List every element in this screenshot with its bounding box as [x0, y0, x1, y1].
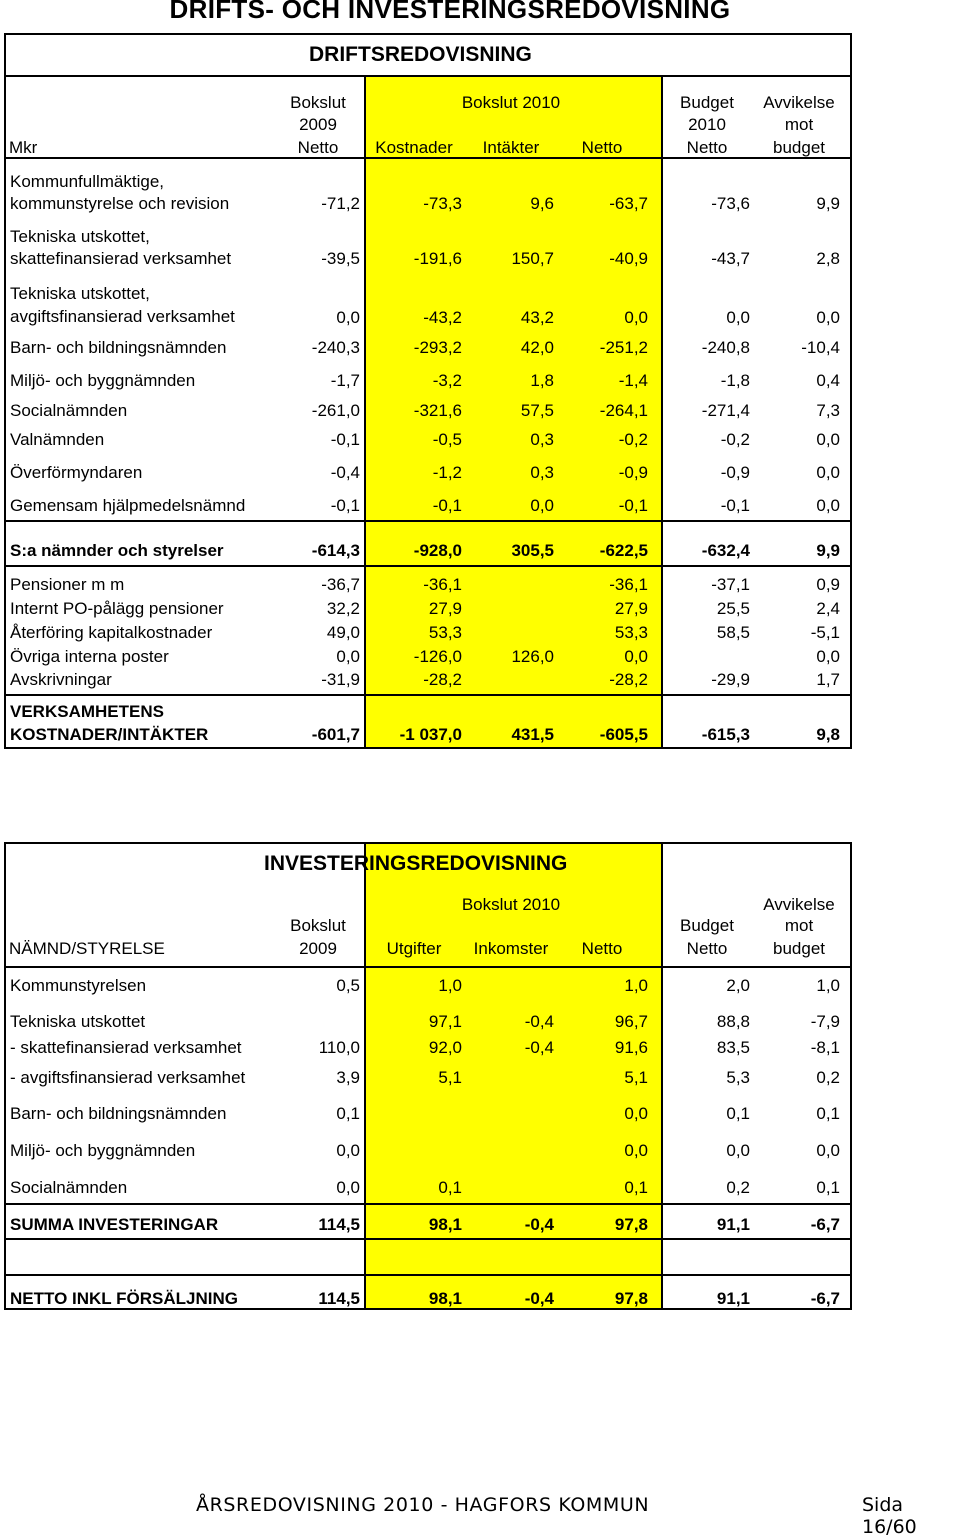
- cell-budget: 91,1: [716, 1289, 750, 1308]
- row-label: Internt PO-pålägg pensioner: [10, 599, 224, 618]
- cell-budget: -73,6: [711, 194, 750, 213]
- row-label: Övriga interna poster: [10, 647, 169, 666]
- row-label: Kommunfullmäktige,: [10, 172, 165, 191]
- cell-intakter: 43,2: [520, 308, 554, 327]
- invest-header-avvikelse-1: Avvikelse: [763, 895, 835, 914]
- cell-netto: -622,5: [599, 541, 648, 560]
- cell-bokslut2009: 0,0: [336, 1178, 360, 1197]
- cell-intakter: 126,0: [511, 647, 554, 666]
- invest-netto-row: [6, 1288, 850, 1312]
- drift-title-divider: [6, 75, 850, 77]
- cell-netto: 0,0: [624, 647, 648, 666]
- row-label: kommunstyrelse och revision: [10, 194, 230, 213]
- invest-header-budget-2: Netto: [686, 939, 728, 958]
- invest-header-inkomster: Inkomster: [473, 939, 549, 958]
- cell-kostnader: -0,5: [432, 430, 462, 449]
- cell-bokslut2009: 0,0: [336, 308, 360, 327]
- cell-intakter: 9,6: [530, 194, 554, 213]
- cell-avvikelse: 0,0: [816, 308, 840, 327]
- cell-budget: -1,8: [720, 371, 750, 390]
- drift-other-row: [6, 598, 850, 622]
- cell-netto: -63,7: [609, 194, 648, 213]
- row-label: Socialnämnden: [10, 401, 128, 420]
- invest-header-bokslut2009-1: Bokslut: [290, 916, 346, 935]
- row-label: Barn- och bildningsnämnden: [10, 1104, 227, 1123]
- cell-kostnader: -126,0: [413, 647, 462, 666]
- invest-header-divider: [6, 966, 850, 968]
- cell-kostnader: -0,1: [432, 496, 462, 515]
- cell-netto: -0,9: [618, 463, 648, 482]
- cell-netto: 0,1: [624, 1178, 648, 1197]
- row-label: Tekniska utskottet: [10, 1012, 146, 1031]
- cell-netto: 96,7: [614, 1012, 648, 1031]
- cell-intakter: 57,5: [520, 401, 554, 420]
- cell-netto: 0,0: [624, 1104, 648, 1123]
- row-label: Socialnämnden: [10, 1178, 128, 1197]
- cell-netto: -605,5: [599, 725, 648, 744]
- cell-inkomster: -0,4: [524, 1038, 554, 1057]
- drift-row: [6, 225, 850, 271]
- cell-intakter: 305,5: [511, 541, 554, 560]
- drift-header-bokslut2009-1: Bokslut: [290, 93, 346, 112]
- row-label: Miljö- och byggnämnden: [10, 1141, 196, 1160]
- cell-bokslut2009: -36,7: [321, 575, 360, 594]
- cell-utgifter: 97,1: [428, 1012, 462, 1031]
- drift-row: [6, 429, 850, 453]
- cell-avvikelse: 1,7: [816, 670, 840, 689]
- cell-budget: -43,7: [711, 249, 750, 268]
- cell-netto: -36,1: [609, 575, 648, 594]
- cell-budget: 0,0: [726, 1141, 750, 1160]
- cell-budget: -0,1: [720, 496, 750, 515]
- drift-other-row: [6, 622, 850, 646]
- cell-budget: 83,5: [716, 1038, 750, 1057]
- cell-netto: -28,2: [609, 670, 648, 689]
- cell-avvikelse: 7,3: [816, 401, 840, 420]
- cell-budget: 91,1: [716, 1215, 750, 1234]
- cell-avvikelse: 0,9: [816, 575, 840, 594]
- row-label: Miljö- och byggnämnden: [10, 371, 196, 390]
- row-label: Barn- och bildningsnämnden: [10, 338, 227, 357]
- cell-bokslut2009: -0,1: [330, 430, 360, 449]
- cell-kostnader: -28,2: [423, 670, 462, 689]
- drift-row: [6, 400, 850, 424]
- cell-avvikelse: -6,7: [810, 1215, 840, 1234]
- cell-avvikelse: 0,1: [816, 1178, 840, 1197]
- drift-subtotal-row: [6, 540, 850, 564]
- invest-summa-row: [6, 1214, 850, 1238]
- cell-kostnader: -321,6: [413, 401, 462, 420]
- cell-bokslut2009: -614,3: [311, 541, 360, 560]
- cell-budget: 0,1: [726, 1104, 750, 1123]
- drift-row: [6, 282, 850, 330]
- cell-avvikelse: 0,1: [816, 1104, 840, 1123]
- cell-bokslut2009: -240,3: [311, 338, 360, 357]
- cell-avvikelse: 9,9: [816, 194, 840, 213]
- cell-budget: -37,1: [711, 575, 750, 594]
- cell-netto: 97,8: [614, 1289, 648, 1308]
- invest-summa-divider-top: [6, 1203, 850, 1205]
- cell-intakter: 0,0: [530, 496, 554, 515]
- cell-netto: -0,2: [618, 430, 648, 449]
- cell-budget: -29,9: [711, 670, 750, 689]
- invest-row: [6, 1067, 850, 1091]
- cell-budget: -240,8: [701, 338, 750, 357]
- cell-bokslut2009: 114,5: [318, 1215, 360, 1234]
- cell-intakter: 42,0: [520, 338, 554, 357]
- row-label: VERKSAMHETENS: [10, 702, 164, 721]
- cell-netto: 53,3: [614, 623, 648, 642]
- cell-budget: -632,4: [701, 541, 750, 560]
- cell-budget: 58,5: [716, 623, 750, 642]
- cell-avvikelse: 9,9: [816, 541, 840, 560]
- drift-row: [6, 170, 850, 216]
- invest-header-utgifter: Utgifter: [386, 939, 442, 958]
- row-label: Tekniska utskottet,: [10, 284, 150, 303]
- cell-netto: 27,9: [614, 599, 648, 618]
- cell-kostnader: 53,3: [428, 623, 462, 642]
- cell-bokslut2009: -39,5: [321, 249, 360, 268]
- cell-budget: 0,2: [726, 1178, 750, 1197]
- cell-intakter: 0,3: [530, 463, 554, 482]
- cell-kostnader: -928,0: [413, 541, 462, 560]
- invest-header-avvikelse-3: budget: [773, 939, 825, 958]
- cell-avvikelse: 0,4: [816, 371, 840, 390]
- row-label: S:a nämnder och styrelser: [10, 541, 224, 560]
- row-label: Överförmyndaren: [10, 463, 143, 482]
- cell-avvikelse: -6,7: [810, 1289, 840, 1308]
- drift-header-bokslut2009-2: 2009: [299, 115, 337, 134]
- row-label: Pensioner m m: [10, 575, 125, 594]
- cell-utgifter: 5,1: [438, 1068, 462, 1087]
- cell-avvikelse: 1,0: [816, 976, 840, 995]
- drift-header-budget-3: Netto: [686, 138, 728, 157]
- cell-bokslut2009: 114,5: [318, 1289, 360, 1308]
- cell-bokslut2009: 110,0: [318, 1038, 360, 1057]
- drift-header-avvikelse-3: budget: [773, 138, 825, 157]
- drift-table: [4, 33, 852, 749]
- cell-bokslut2009: -1,7: [330, 371, 360, 390]
- cell-netto: 0,0: [624, 308, 648, 327]
- drift-header-intakter: Intäkter: [482, 138, 540, 157]
- cell-netto: -264,1: [599, 401, 648, 420]
- row-label: SUMMA INVESTERINGAR: [10, 1215, 219, 1234]
- cell-avvikelse: 0,0: [816, 430, 840, 449]
- footer-report-title: ÅRSREDOVISNING 2010 - HAGFORS KOMMUN: [196, 1494, 650, 1516]
- cell-kostnader: -293,2: [413, 338, 462, 357]
- cell-bokslut2009: -601,7: [311, 725, 360, 744]
- drift-header-label: Mkr: [9, 138, 38, 157]
- cell-netto: 97,8: [614, 1215, 648, 1234]
- drift-row: [6, 337, 850, 361]
- cell-avvikelse: 2,4: [816, 599, 840, 618]
- cell-avvikelse: 0,0: [816, 1141, 840, 1160]
- drift-header-netto: Netto: [581, 138, 623, 157]
- cell-kostnader: -3,2: [432, 371, 462, 390]
- invest-row: [6, 1037, 850, 1061]
- drift-other-row: [6, 646, 850, 670]
- cell-kostnader: -1 037,0: [399, 725, 462, 744]
- cell-utgifter: 98,1: [428, 1215, 462, 1234]
- cell-intakter: 1,8: [530, 371, 554, 390]
- invest-row: [6, 1177, 850, 1201]
- cell-avvikelse: -8,1: [810, 1038, 840, 1057]
- drift-row: [6, 370, 850, 394]
- cell-bokslut2009: -0,1: [330, 496, 360, 515]
- drift-row: [6, 462, 850, 486]
- cell-netto: -0,1: [618, 496, 648, 515]
- drift-subtotal-divider-bottom: [6, 565, 850, 567]
- cell-budget: -615,3: [701, 725, 750, 744]
- cell-inkomster: -0,4: [524, 1215, 554, 1234]
- invest-header-bokslut2010: Bokslut 2010: [461, 895, 561, 914]
- cell-avvikelse: -10,4: [801, 338, 840, 357]
- cell-budget: 2,0: [726, 976, 750, 995]
- drift-header-budget-2: 2010: [688, 115, 726, 134]
- cell-avvikelse: 0,0: [816, 463, 840, 482]
- cell-netto: -251,2: [599, 338, 648, 357]
- cell-inkomster: -0,4: [524, 1012, 554, 1031]
- drift-header-avvikelse-1: Avvikelse: [763, 93, 835, 112]
- cell-intakter: 150,7: [511, 249, 554, 268]
- row-label: Avskrivningar: [10, 670, 112, 689]
- row-label: Valnämnden: [10, 430, 105, 449]
- invest-header-bokslut2009-2: 2009: [299, 939, 337, 958]
- invest-summa-divider-bottom: [6, 1238, 850, 1240]
- drift-header-kostnader: Kostnader: [375, 138, 453, 157]
- cell-bokslut2009: -0,4: [330, 463, 360, 482]
- cell-kostnader: -43,2: [423, 308, 462, 327]
- row-label: - avgiftsfinansierad verksamhet: [10, 1068, 246, 1087]
- cell-kostnader: 27,9: [428, 599, 462, 618]
- cell-utgifter: 98,1: [428, 1289, 462, 1308]
- cell-netto: 91,6: [614, 1038, 648, 1057]
- row-label: avgiftsfinansierad verksamhet: [10, 307, 235, 326]
- row-label: - skattefinansierad verksamhet: [10, 1038, 242, 1057]
- cell-budget: 88,8: [716, 1012, 750, 1031]
- drift-other-row: [6, 574, 850, 598]
- invest-header-label: NÄMND/STYRELSE: [9, 939, 165, 958]
- cell-netto: -1,4: [618, 371, 648, 390]
- cell-budget: 0,0: [726, 308, 750, 327]
- cell-avvikelse: -7,9: [810, 1012, 840, 1031]
- invest-header-netto: Netto: [581, 939, 623, 958]
- cell-netto: 0,0: [624, 1141, 648, 1160]
- cell-avvikelse: 9,8: [816, 725, 840, 744]
- invest-title: INVESTERINGSREDOVISNING: [264, 852, 568, 875]
- invest-table: [4, 842, 852, 1310]
- row-label: Kommunstyrelsen: [10, 976, 147, 995]
- invest-header-avvikelse-2: mot: [784, 916, 814, 935]
- cell-avvikelse: 0,0: [816, 496, 840, 515]
- invest-row: [6, 1011, 850, 1035]
- row-label: KOSTNADER/INTÄKTER: [10, 725, 209, 744]
- invest-row: [6, 1140, 850, 1164]
- cell-bokslut2009: -261,0: [311, 401, 360, 420]
- invest-header-budget-1: Budget: [680, 916, 734, 935]
- row-label: Gemensam hjälpmedelsnämnd: [10, 496, 246, 515]
- cell-budget: -0,2: [720, 430, 750, 449]
- cell-bokslut2009: 0,0: [336, 647, 360, 666]
- drift-other-row: [6, 669, 850, 693]
- cell-avvikelse: -5,1: [810, 623, 840, 642]
- drift-header-bokslut2009-3: Netto: [297, 138, 339, 157]
- cell-budget: 5,3: [726, 1068, 750, 1087]
- page-title: DRIFTS- OCH INVESTERINGSREDOVISNING: [169, 0, 731, 24]
- cell-netto: 1,0: [624, 976, 648, 995]
- cell-avvikelse: 2,8: [816, 249, 840, 268]
- cell-intakter: 431,5: [511, 725, 554, 744]
- cell-utgifter: 92,0: [428, 1038, 462, 1057]
- cell-budget: 25,5: [716, 599, 750, 618]
- cell-utgifter: 1,0: [438, 976, 462, 995]
- cell-bokslut2009: 0,1: [336, 1104, 360, 1123]
- cell-avvikelse: 0,0: [816, 647, 840, 666]
- footer-page-number: Sida 16/60: [862, 1494, 917, 1538]
- cell-netto: 5,1: [624, 1068, 648, 1087]
- cell-inkomster: -0,4: [524, 1289, 554, 1308]
- cell-bokslut2009: 0,0: [336, 1141, 360, 1160]
- row-label: skattefinansierad verksamhet: [10, 249, 232, 268]
- cell-intakter: 0,3: [530, 430, 554, 449]
- cell-kostnader: -1,2: [432, 463, 462, 482]
- invest-netto-divider: [6, 1274, 850, 1276]
- drift-header-bokslut2010: Bokslut 2010: [461, 93, 561, 112]
- cell-kostnader: -73,3: [423, 194, 462, 213]
- row-label: Tekniska utskottet,: [10, 227, 150, 246]
- drift-header-budget-1: Budget: [680, 93, 734, 112]
- drift-subtotal-divider-top: [6, 520, 850, 522]
- cell-bokslut2009: -31,9: [321, 670, 360, 689]
- cell-budget: -0,9: [720, 463, 750, 482]
- cell-bokslut2009: 32,2: [326, 599, 360, 618]
- drift-row: [6, 495, 850, 519]
- cell-utgifter: 0,1: [438, 1178, 462, 1197]
- row-label: Återföring kapitalkostnader: [10, 623, 213, 642]
- cell-netto: -40,9: [609, 249, 648, 268]
- invest-row: [6, 975, 850, 999]
- drift-header-avvikelse-2: mot: [784, 115, 814, 134]
- cell-kostnader: -36,1: [423, 575, 462, 594]
- cell-bokslut2009: 49,0: [326, 623, 360, 642]
- invest-row: [6, 1103, 850, 1127]
- cell-bokslut2009: -71,2: [321, 194, 360, 213]
- cell-budget: -271,4: [701, 401, 750, 420]
- drift-title: DRIFTSREDOVISNING: [309, 43, 532, 66]
- drift-total-divider: [6, 694, 850, 696]
- cell-kostnader: -191,6: [413, 249, 462, 268]
- cell-bokslut2009: 3,9: [336, 1068, 360, 1087]
- drift-total-row: [6, 701, 850, 747]
- cell-bokslut2009: 0,5: [336, 976, 360, 995]
- row-label: NETTO INKL FÖRSÄLJNING: [10, 1289, 238, 1308]
- cell-avvikelse: 0,2: [816, 1068, 840, 1087]
